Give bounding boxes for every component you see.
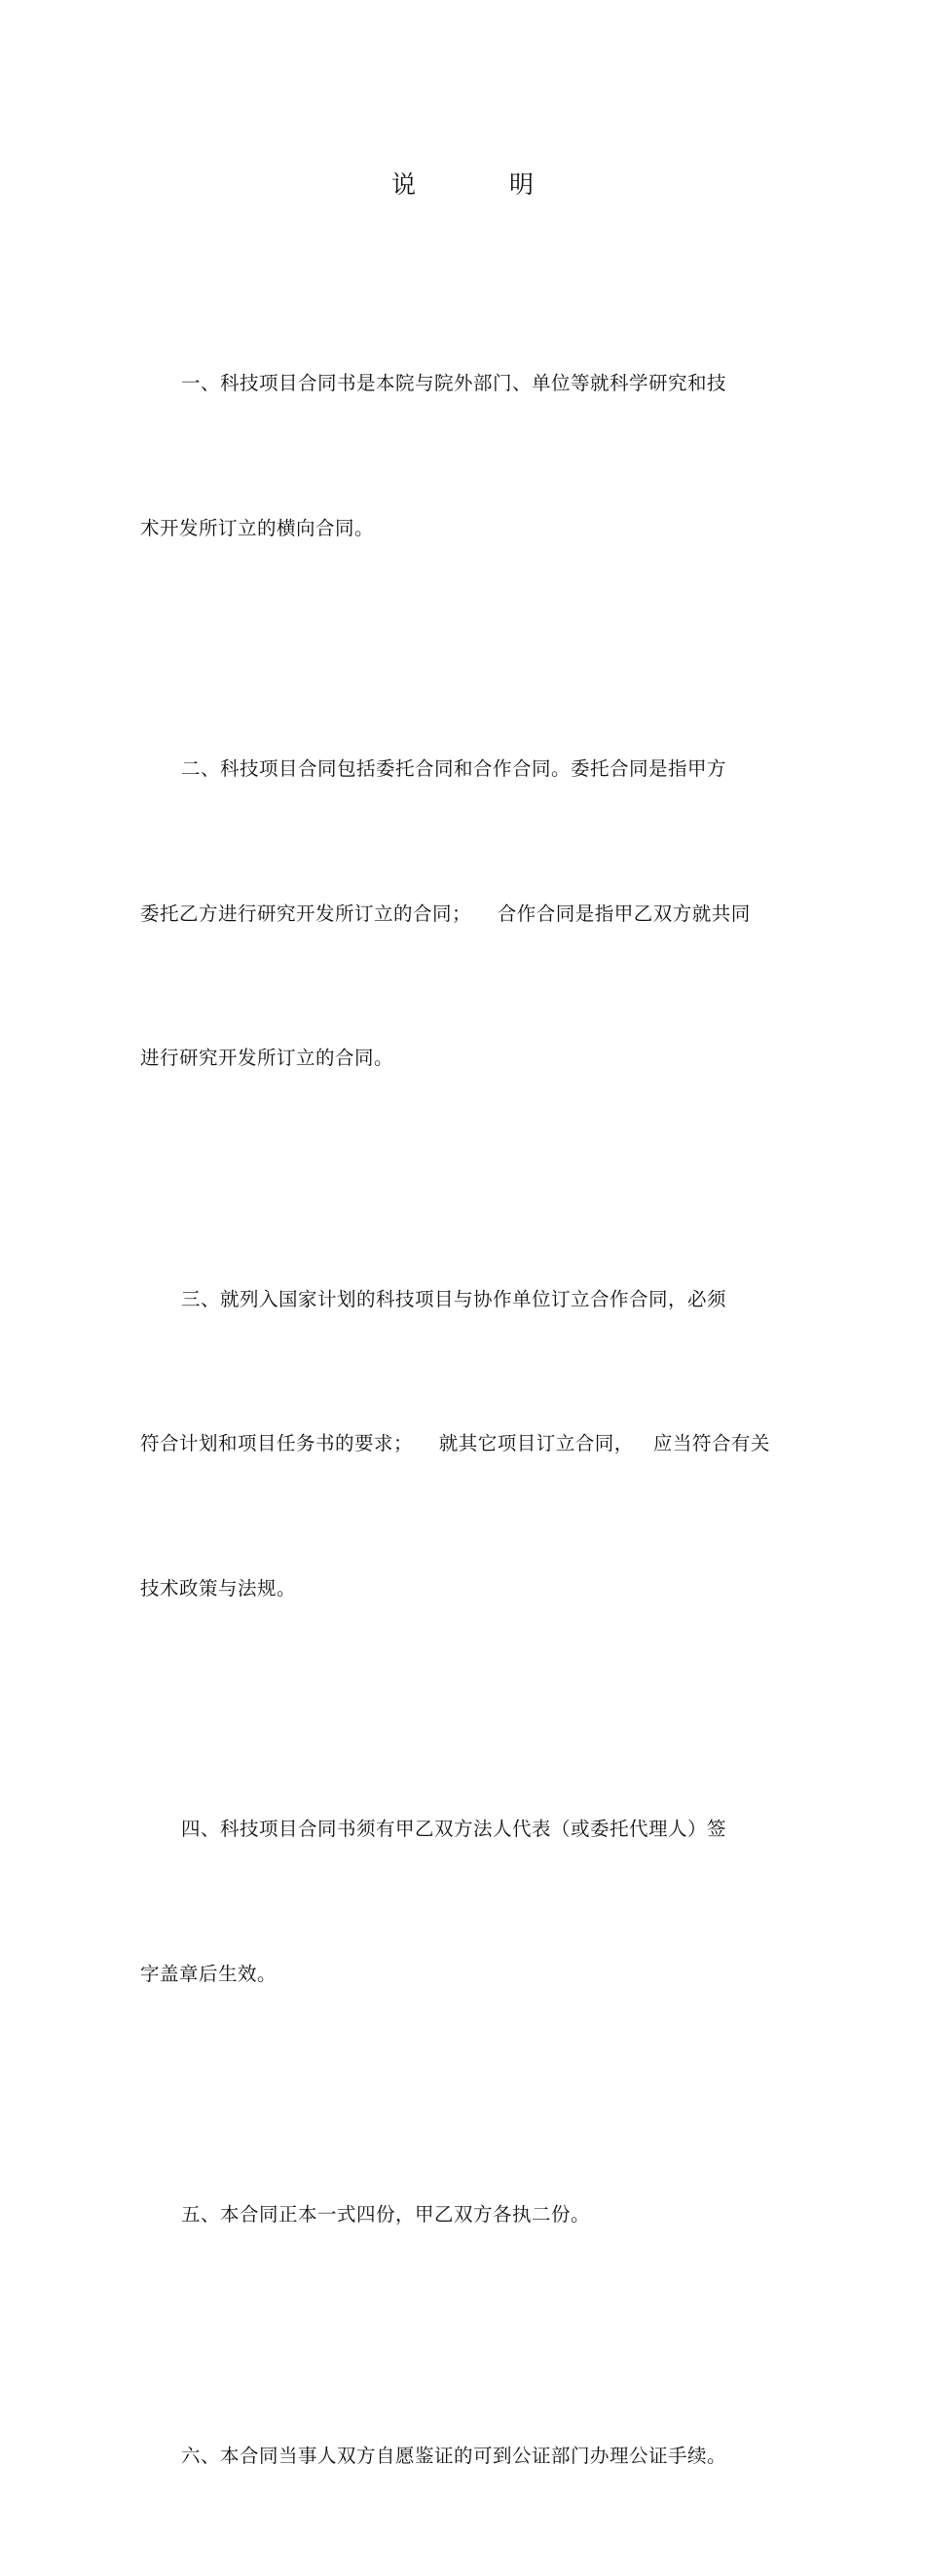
page-title — [0, 166, 925, 204]
instruction-line: 六、本合同当事人双方自愿鉴证的可到公证部门办理公证手续。 — [140, 2432, 783, 2481]
instruction-item-5 — [140, 2094, 783, 2336]
instruction-item-3 — [140, 1179, 783, 1710]
page-title-text: 说 明 — [349, 170, 576, 199]
instruction-line: 一、科技项目合同书是本院与院外部门、单位等就科学研究和技 — [140, 359, 783, 408]
instruction-line: 二、科技项目合同包括委托合同和合作合同。委托合同是指甲方 — [140, 745, 783, 793]
instruction-item-4 — [140, 1709, 783, 2094]
instruction-line: 字盖章后生效。 — [140, 1950, 783, 1999]
instructions-body — [140, 263, 783, 2576]
instruction-line: 委托乙方进行研究开发所订立的合同； 合作合同是指甲乙双方就共同 — [140, 890, 783, 938]
instruction-item-6 — [140, 2336, 783, 2576]
instruction-line: 进行研究开发所订立的合同。 — [140, 1034, 783, 1083]
instruction-line: 技术政策与法规。 — [140, 1564, 783, 1613]
instruction-item-2 — [140, 648, 783, 1179]
instruction-line: 五、本合同正本一式四份，甲乙双方各执二份。 — [140, 2190, 783, 2239]
instruction-line: 符合计划和项目任务书的要求； 就其它项目订立合同， 应当符合有关 — [140, 1419, 783, 1468]
instruction-item-1 — [140, 263, 783, 648]
instruction-line: 术开发所订立的横向合同。 — [140, 504, 783, 553]
instruction-line: 四、科技项目合同书须有甲乙双方法人代表（或委托代理人）签 — [140, 1805, 783, 1854]
instruction-line: 三、就列入国家计划的科技项目与协作单位订立合作合同，必须 — [140, 1275, 783, 1324]
